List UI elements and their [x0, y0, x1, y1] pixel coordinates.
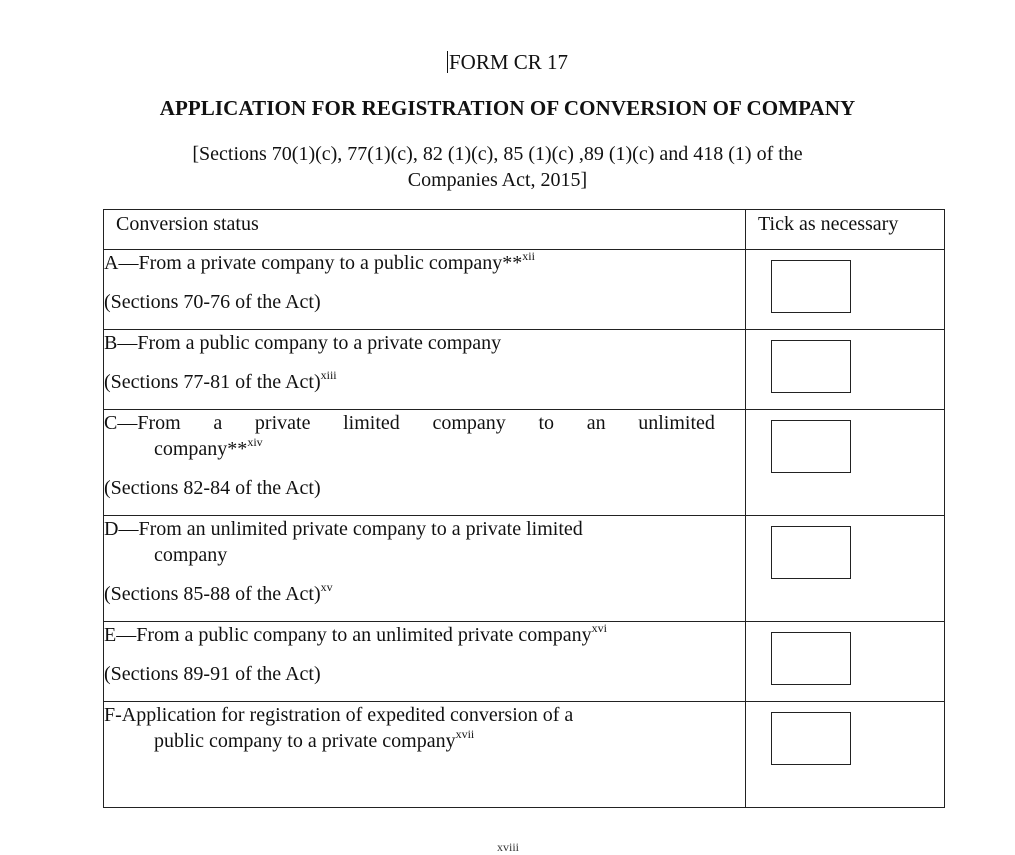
row-d-description — [104, 516, 746, 622]
row-a-sections: (Sections 70-76 of the Act) — [104, 291, 321, 313]
table-row-c — [104, 410, 945, 516]
row-b-tick-box[interactable] — [771, 340, 851, 393]
row-c-tick-cell — [746, 410, 945, 516]
row-d-tick-cell — [746, 516, 945, 622]
table-row-d — [104, 516, 945, 622]
row-b-note: xiii — [320, 368, 337, 382]
subheading-line-1: [Sections 70(1)(c), 77(1)(c), 82 (1)(c), 85 (1)(c) ,89 (1)(c) and 418 (1) of the — [192, 143, 803, 165]
row-e-description — [104, 622, 746, 702]
row-d-line-1: D—From an unlimited private company to a private limited — [104, 518, 583, 540]
form-title-text: FORM CR 17 — [448, 50, 569, 74]
table-row-a — [104, 250, 945, 330]
form-heading: APPLICATION FOR REGISTRATION OF CONVERSION OF COMPANY — [159, 96, 856, 120]
conversion-table — [103, 209, 945, 808]
row-f-tick-box[interactable] — [771, 712, 851, 765]
table-row-f — [104, 702, 945, 808]
footer-note-marker: xviii — [497, 840, 520, 854]
text-cursor — [447, 51, 448, 73]
form-subheading — [120, 141, 875, 193]
row-f-line-1: F-Application for registration of expedited conversion of a — [104, 704, 574, 726]
row-c-description — [104, 410, 746, 516]
row-b-text: B—From a public company to a private company — [104, 332, 502, 354]
row-c-tick-box[interactable] — [771, 420, 851, 473]
table-row-e — [104, 622, 945, 702]
row-a-text: A—From a private company to a public company** — [104, 252, 523, 274]
subheading-line-2: Companies Act, 2015] — [407, 169, 588, 191]
row-d-sections: (Sections 85-88 of the Act) — [104, 583, 321, 605]
row-b-sections: (Sections 77-81 of the Act) — [104, 371, 321, 393]
row-f-tick-cell — [746, 702, 945, 808]
row-e-tick-cell — [746, 622, 945, 702]
row-c-line-2: company** — [154, 438, 248, 460]
table-header-row — [104, 210, 945, 250]
row-e-note: xvi — [591, 621, 608, 635]
row-c-line-1: C—From a private limited company to an unlimited — [104, 412, 715, 434]
row-b-tick-cell — [746, 330, 945, 410]
row-d-tick-box[interactable] — [771, 526, 851, 579]
header-tick-as-necessary: Tick as necessary — [746, 210, 945, 250]
row-a-tick-cell — [746, 250, 945, 330]
form-title — [0, 50, 1015, 75]
row-f-description — [104, 702, 746, 808]
row-f-line-2: public company to a private company — [154, 730, 456, 752]
row-b-description — [104, 330, 746, 410]
row-c-sections: (Sections 82-84 of the Act) — [104, 477, 321, 499]
row-e-tick-box[interactable] — [771, 632, 851, 685]
header-conversion-status: Conversion status — [104, 210, 746, 250]
row-e-text: E—From a public company to an unlimited private company — [104, 624, 592, 646]
row-f-note: xvii — [455, 727, 475, 741]
row-a-tick-box[interactable] — [771, 260, 851, 313]
row-e-sections: (Sections 89-91 of the Act) — [104, 663, 321, 685]
row-a-description — [104, 250, 746, 330]
row-c-note: xiv — [247, 435, 263, 449]
row-d-line-2: company — [154, 544, 228, 566]
table-row-b — [104, 330, 945, 410]
row-d-note: xv — [320, 580, 333, 594]
row-a-note: xii — [522, 249, 535, 263]
